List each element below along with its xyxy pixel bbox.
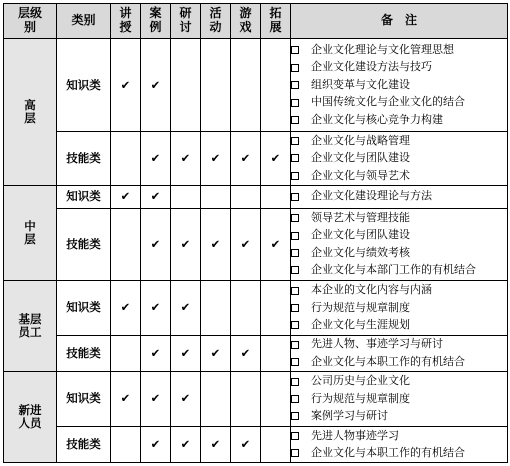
check-mark-icon: ✔	[231, 427, 261, 463]
check-mark-icon: ✔	[141, 371, 171, 426]
note-text: 企业文化建设理论与方法	[311, 189, 432, 203]
table-row	[4, 185, 508, 208]
check-mark-icon: ✔	[111, 280, 141, 335]
check-mark-icon: ✔	[141, 280, 171, 335]
check-mark-icon: ✔	[171, 336, 201, 372]
header-category: 类别	[57, 4, 111, 39]
check-mark-icon: ✔	[141, 336, 171, 372]
category-label: 技能类	[57, 427, 111, 463]
note-item	[291, 227, 507, 244]
empty-method-cell	[111, 336, 141, 372]
note-item	[291, 427, 507, 444]
empty-method-cell	[111, 132, 141, 185]
check-mark-icon: ✔	[111, 185, 141, 208]
empty-method-cell	[201, 280, 231, 335]
checkbox-square-icon	[291, 137, 299, 145]
note-item	[291, 262, 507, 279]
note-item	[291, 42, 507, 59]
check-mark-icon: ✔	[141, 39, 171, 132]
empty-method-cell	[231, 185, 261, 208]
check-mark-icon: ✔	[261, 208, 291, 280]
note-text: 领导艺术与管理技能	[311, 210, 410, 224]
note-item	[291, 111, 507, 128]
checkbox-square-icon	[291, 358, 299, 366]
empty-method-cell	[261, 371, 291, 426]
empty-method-cell	[201, 185, 231, 208]
note-text: 企业文化与战略管理	[311, 133, 410, 147]
note-item	[291, 445, 507, 462]
table-row	[4, 336, 508, 372]
category-label: 技能类	[57, 132, 111, 185]
checkbox-square-icon	[291, 46, 299, 54]
level-middle-label: 中层	[4, 185, 57, 280]
notes-cell	[291, 39, 508, 132]
note-item	[291, 244, 507, 261]
note-item	[291, 76, 507, 93]
empty-method-cell	[201, 39, 231, 132]
note-text: 企业文化与团队建设	[311, 228, 410, 242]
note-text: 行为规范与规章制度	[311, 391, 410, 405]
note-text: 行为规范与规章制度	[311, 300, 410, 314]
check-mark-icon: ✔	[171, 371, 201, 426]
empty-method-cell	[261, 39, 291, 132]
header-method-lecture: 讲授	[111, 4, 141, 39]
note-item	[291, 209, 507, 226]
category-label: 知识类	[57, 371, 111, 426]
note-item	[291, 59, 507, 76]
check-mark-icon: ✔	[141, 185, 171, 208]
note-text: 企业文化与团队建设	[311, 151, 410, 165]
header-method-outdoor: 拓展	[261, 4, 291, 39]
check-mark-icon: ✔	[141, 132, 171, 185]
note-item	[291, 390, 507, 407]
note-text: 先进人物事迹学习	[311, 428, 399, 442]
check-mark-icon: ✔	[171, 280, 201, 335]
check-mark-icon: ✔	[141, 427, 171, 463]
empty-method-cell	[261, 280, 291, 335]
header-notes: 备 注	[291, 4, 508, 39]
check-mark-icon: ✔	[261, 132, 291, 185]
level-newcomer-label: 新进人员	[4, 371, 57, 462]
note-text: 企业文化与领导艺术	[311, 168, 410, 182]
category-label: 技能类	[57, 336, 111, 372]
note-text: 先进人物、事迹学习与研讨	[311, 337, 443, 351]
note-item	[291, 282, 507, 299]
table-row	[4, 427, 508, 463]
checkbox-square-icon	[291, 266, 299, 274]
checkbox-square-icon	[291, 341, 299, 349]
checkbox-square-icon	[291, 81, 299, 89]
note-text: 本企业的文化内容与内涵	[311, 283, 432, 297]
checkbox-square-icon	[291, 64, 299, 72]
checkbox-square-icon	[291, 412, 299, 420]
note-text: 案例学习与研讨	[311, 409, 388, 423]
table-row	[4, 39, 508, 132]
check-mark-icon: ✔	[231, 132, 261, 185]
category-label: 知识类	[57, 185, 111, 208]
note-item	[291, 317, 507, 334]
checkbox-square-icon	[291, 154, 299, 162]
checkbox-square-icon	[291, 99, 299, 107]
header-method-case: 案例	[141, 4, 171, 39]
training-plan-table	[3, 3, 508, 463]
note-item	[291, 188, 507, 205]
note-text: 企业文化与本职工作的有机结合	[311, 354, 465, 368]
checkbox-square-icon	[291, 304, 299, 312]
checkbox-square-icon	[291, 193, 299, 201]
header-method-game: 游戏	[231, 4, 261, 39]
empty-method-cell	[231, 280, 261, 335]
note-item	[291, 167, 507, 184]
note-text: 企业文化建设方法与技巧	[311, 60, 432, 74]
table-row	[4, 132, 508, 185]
check-mark-icon: ✔	[171, 427, 201, 463]
table-row	[4, 280, 508, 335]
notes-cell	[291, 371, 508, 426]
notes-cell	[291, 280, 508, 335]
check-mark-icon: ✔	[201, 132, 231, 185]
note-item	[291, 94, 507, 111]
table-body	[4, 39, 508, 463]
header-method-discussion: 研讨	[171, 4, 201, 39]
empty-method-cell	[201, 371, 231, 426]
empty-method-cell	[111, 427, 141, 463]
checkbox-square-icon	[291, 432, 299, 440]
check-mark-icon: ✔	[171, 208, 201, 280]
empty-method-cell	[261, 185, 291, 208]
empty-method-cell	[231, 39, 261, 132]
check-mark-icon: ✔	[111, 39, 141, 132]
empty-method-cell	[171, 39, 201, 132]
table-row	[4, 371, 508, 426]
notes-cell	[291, 208, 508, 280]
check-mark-icon: ✔	[201, 427, 231, 463]
empty-method-cell	[171, 185, 201, 208]
empty-method-cell	[261, 427, 291, 463]
note-text: 企业文化与本部门工作的有机结合	[311, 263, 476, 277]
check-mark-icon: ✔	[231, 208, 261, 280]
level-grassroots-label: 基层员工	[4, 280, 57, 371]
checkbox-square-icon	[291, 321, 299, 329]
note-text: 企业文化与本职工作的有机结合	[311, 445, 465, 459]
check-mark-icon: ✔	[171, 132, 201, 185]
note-text: 公司历史与企业文化	[311, 374, 410, 388]
header-row	[4, 4, 508, 39]
notes-cell	[291, 185, 508, 208]
note-item	[291, 132, 507, 149]
level-senior-label: 高层	[4, 39, 57, 186]
note-item	[291, 336, 507, 353]
empty-method-cell	[231, 371, 261, 426]
checkbox-square-icon	[291, 214, 299, 222]
note-text: 企业文化与绩效考核	[311, 245, 410, 259]
empty-method-cell	[261, 336, 291, 372]
note-text: 中国传统文化与企业文化的结合	[311, 95, 465, 109]
note-item	[291, 408, 507, 425]
check-mark-icon: ✔	[201, 208, 231, 280]
check-mark-icon: ✔	[111, 371, 141, 426]
category-label: 知识类	[57, 39, 111, 132]
check-mark-icon: ✔	[231, 336, 261, 372]
note-text: 企业文化与生涯规划	[311, 318, 410, 331]
category-label: 知识类	[57, 280, 111, 335]
header-method-activity: 活动	[201, 4, 231, 39]
checkbox-square-icon	[291, 449, 299, 457]
checkbox-square-icon	[291, 232, 299, 240]
checkbox-square-icon	[291, 395, 299, 403]
checkbox-square-icon	[291, 116, 299, 124]
check-mark-icon: ✔	[141, 208, 171, 280]
empty-method-cell	[111, 208, 141, 280]
note-item	[291, 150, 507, 167]
notes-cell	[291, 132, 508, 185]
header-level: 层级别	[4, 4, 57, 39]
note-item	[291, 353, 507, 370]
checkbox-square-icon	[291, 172, 299, 180]
notes-cell	[291, 427, 508, 463]
notes-cell	[291, 336, 508, 372]
checkbox-square-icon	[291, 249, 299, 257]
table-row	[4, 208, 508, 280]
check-mark-icon: ✔	[201, 336, 231, 372]
checkbox-square-icon	[291, 378, 299, 386]
note-item	[291, 299, 507, 316]
note-text: 企业文化理论与文化管理思想	[311, 43, 454, 57]
note-item	[291, 373, 507, 390]
note-text: 企业文化与核心竞争力构建	[311, 112, 443, 126]
category-label: 技能类	[57, 208, 111, 280]
note-text: 组织变革与文化建设	[311, 77, 410, 91]
checkbox-square-icon	[291, 287, 299, 295]
